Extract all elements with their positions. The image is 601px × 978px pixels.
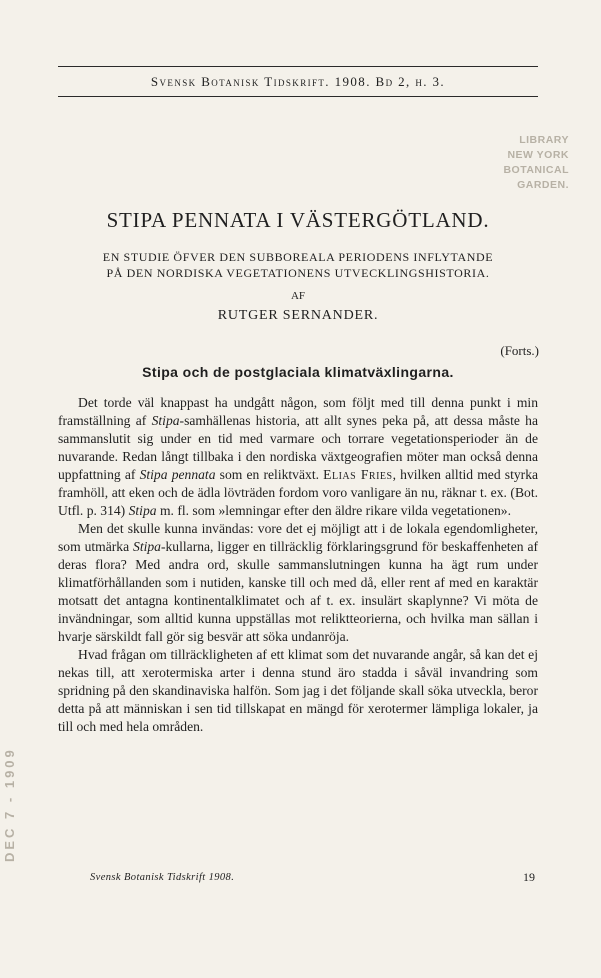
article-title: STIPA PENNATA I VÄSTERGÖTLAND. (106, 208, 490, 232)
stamp-line: GARDEN. (517, 179, 569, 191)
page-number: 19 (523, 870, 535, 884)
header-rule (58, 96, 538, 97)
byline-af: AF (290, 290, 306, 302)
paragraph: Hvad frågan om tillräckligheten af ett klimat som det nuvarande angår, så kan det ej nekas till, att xerotermiska arter i denna stund äro stadda i såväl invandring som spridning på den skandinaviska halfön. Som jag i det följande skall söka utveckla, beror detta på att människan i sen tid tillskapat en mängd för xerotermer lämpliga lokaler, ja till och med hela områden. (58, 647, 538, 734)
date-stamp: DEC 7 - 1909 (2, 747, 17, 863)
library-stamp (459, 133, 569, 193)
continued-note: (Forts.) (500, 343, 539, 358)
stamp-line: LIBRARY (519, 134, 569, 146)
running-header: Svensk Botanisk Tidskrift. 1908. Bd 2, h. 3. (150, 74, 446, 89)
paragraph: Det torde väl knappast ha undgått någon, som följt med till denna punkt i min framställning af Stipa-samhällenas historia, att allt synes peka på, att dessa måste ha sammanslutit sig under en tid med varmare och torrare vegetationsperioder än de nuvarande. Redan långt tillbaka i den nordiska växtgeografien möter man också denna uppfattning af Stipa pennata som en reliktväxt. Elias Fries, hvilken alltid med styrka framhöll, att eken och de ädla lövträden fordom voro vanligare än nu, räknar t. ex. (Bot. Utfl. p. 314) Stipa m. fl. som »lemningar efter den äldre rikare vilda vegetationen». (58, 395, 539, 518)
stamp-line: NEW YORK (507, 149, 569, 161)
subtitle-line-1: EN STUDIE ÖFVER DEN SUBBOREALA PERIODENS INFLYTANDE (102, 250, 494, 264)
top-rule (58, 66, 538, 67)
author-name: RUTGER SERNANDER. (217, 308, 379, 323)
paragraph: Men det skulle kunna invändas: vore det ej möjligt att i de lokala egendomligheter, som utmärka Stipa-kullarna, ligger en tillräcklig förklaringsgrund för beskaffenheten af deras flora? Med andra ord, skulle sammanslutningen kunna ha ägt rum under klimatförhållanden som i nutiden, kanske till och med då, eller rent af med en karaktär motsatt det antagna kontinentalklimatet och af t. ex. insulärt skaplynne? Vi möta de invändningar, som alltid kunna uppställas mot reliktteorierna, och hvilka man sällan i hvarje särskildt fall gör sig besvär att söka undanröja. (58, 521, 539, 644)
section-heading: Stipa och de postglaciala klimatväxlingarna. (142, 364, 454, 380)
article-subtitle (58, 249, 538, 281)
subtitle-line-2: PÅ DEN NORDISKA VEGETATIONENS UTVECKLINGSHISTORIA. (106, 266, 490, 280)
body-text (58, 394, 538, 736)
footer-journal: Svensk Botanisk Tidskrift 1908. (90, 872, 235, 883)
stamp-line: BOTANICAL (503, 164, 569, 176)
